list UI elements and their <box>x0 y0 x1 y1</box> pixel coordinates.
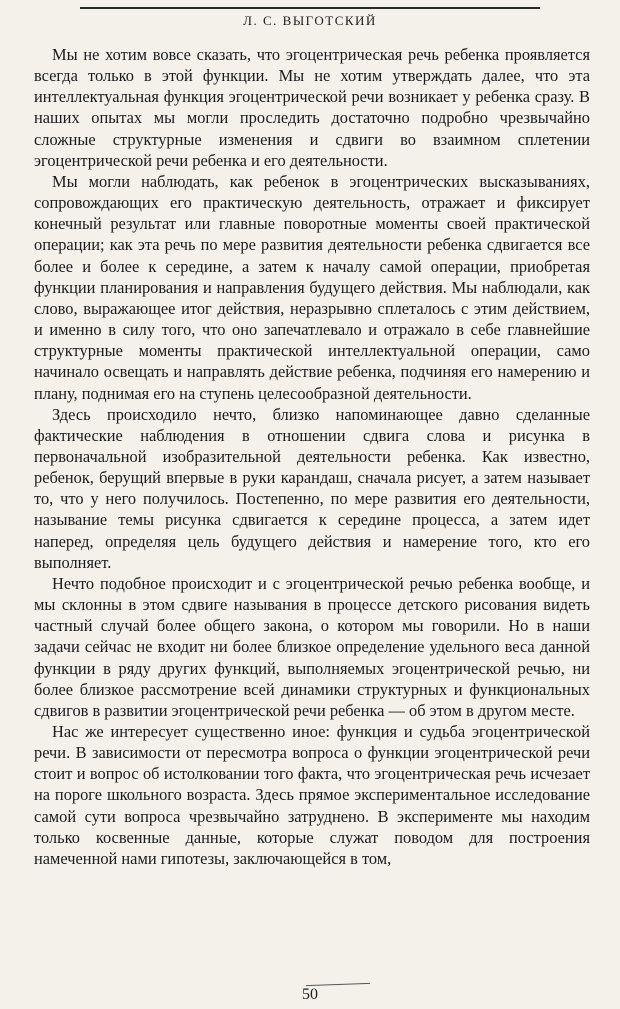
running-head: Л. С. ВЫГОТСКИЙ <box>243 13 377 28</box>
header-rule <box>80 7 540 9</box>
paragraph-5: Нас же интересует существенно иное: функция и судьба эгоцентрической речи. В зависимости от пересмотра вопроса о функции эгоцентрической речи стоит и вопрос об истолковании того факта, что эгоцентрическая речь исчезает на пороге школьного возраста. Здесь прямое экспериментальное исследование самой сути вопроса чрезвычайно затруднено. В эксперименте мы находим только косвенные данные, которые служат поводом для построения намеченной нами гипотезы, заключающейся в том, <box>34 722 590 868</box>
paragraph-1: Мы не хотим вовсе сказать, что эгоцентрическая речь ребенка проявляется всегда только в этой функции. Мы не хотим утверждать далее, что эта интеллектуальная функция эгоцентрической речи возникает у ребенка сразу. В наших опытах мы могли проследить достаточно подробно чрезвычайно сложные структурные изменения и сдвиги во взаимном сплетении эгоцентрической речи ребенка и его деятельности. <box>34 45 590 170</box>
paragraph-4: Нечто подобное происходит и с эгоцентрической речью ребенка вообще, и мы склонны в этом сдвиге называния в процессе детского рисования видеть частный случай более общего закона, о котором мы говорили. Но в наши задачи сейчас не входит ни более близкое определение удельного веса данной функции в ряду других функций, выполняемых эгоцентрической речью, ни более близкое рассмотрение всей динамики структурных и функциональных сдвигов в развитии эгоцентрической речи ребенка — об этом в другом месте. <box>34 573 590 720</box>
body-text <box>34 44 590 869</box>
paragraph-2: Мы могли наблюдать, как ребенок в эгоцентрических высказываниях, сопровождающих его практическую деятельность, отражает и фиксирует конечный результат или главные поворотные моменты своей практической операции; как эта речь по мере развития деятельности ребенка сдвигается все более и более к середине, а затем к началу самой операции, приобретая функции планирования и направления будущего действия. Мы наблюдали, как слово, выражающее итог действия, неразрывно сплеталось с этим действием, и именно в силу того, что оно запечатлевало и отражало в себе главнейшие структурные моменты практической интеллектуальной операции, само начинало освещать и направлять действие ребенка, подчиняя его намерению и плану, поднимая его на ступень целесообразной деятельности. <box>34 171 590 403</box>
paragraph-3: Здесь происходило нечто, близко напоминающее давно сделанные фактические наблюдения в отношении сдвига слова и рисунка в первоначальной изобразительной деятельности ребенка. Как известно, ребенок, берущий впервые в руки карандаш, сначала рисует, а затем называет то, что у него получилось. Постепенно, по мере развития его деятельности, называние темы рисунка сдвигается к середине процесса, а затем идет наперед, определяя цель будущего действия и намерение того, кто его выполняет. <box>34 404 590 572</box>
page-number: 50 <box>302 986 318 1003</box>
